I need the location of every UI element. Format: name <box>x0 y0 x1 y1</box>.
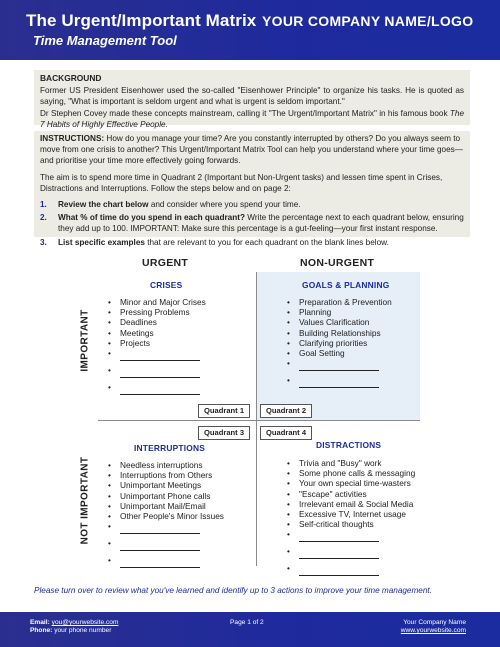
step-text: that are relevant to you for each quadrant on the blank lines below. <box>144 237 389 247</box>
instructions-panel <box>34 131 470 247</box>
step-item <box>40 199 464 210</box>
blank-line-item[interactable] <box>287 358 392 375</box>
instructions-aim: The aim is to spend more time in Quadrant 2 (Important but Non-Urgent tasks) and lessen time spent in Crises, Distractions and Interruptions. Follow the steps below and on page 2: <box>40 172 443 193</box>
book-title: The 7 Habits of Highly Effective People. <box>40 108 464 129</box>
quadrant-2-heading: GOALS & PLANNING <box>302 280 390 290</box>
quadrant-3-list <box>108 460 224 572</box>
background-paragraph-1: Former US President Eisenhower used the so-called "Eisenhower Principle" to organize his tasks. He is quoted as saying, "What is important is seldom urgent and what is urgent is seldom important." <box>40 86 464 107</box>
quadrant-3-box[interactable]: Quadrant 3 <box>198 426 250 440</box>
blank-line-item[interactable] <box>108 382 206 399</box>
email-label: Email: <box>30 619 50 626</box>
quadrant-2-list <box>287 297 392 392</box>
blank-line-item[interactable] <box>287 563 415 580</box>
background-heading: BACKGROUND <box>40 73 102 83</box>
step-bold: List specific examples <box>58 237 145 247</box>
list-item: • Your own special time-wasters <box>287 478 415 488</box>
list-item: • Meetings <box>108 328 206 338</box>
matrix-horizontal-divider <box>98 420 420 421</box>
quadrant-2-box[interactable]: Quadrant 2 <box>260 404 312 418</box>
step-item <box>40 212 464 234</box>
company-logo-text: YOUR COMPANY NAME/LOGO <box>262 13 474 29</box>
phone-label: Phone: <box>30 627 53 634</box>
blank-line-item[interactable] <box>108 348 206 365</box>
footer-company-name: Your Company Name <box>403 619 466 626</box>
list-item: • Building Relationships <box>287 328 392 338</box>
step-number: 1. <box>40 200 47 210</box>
step-bold: Review the chart below <box>58 200 149 210</box>
footer-email-row <box>30 619 118 627</box>
instructions-text: How do you manage your time? Are you constantly interrupted by others? Do you always seem to move from one crisis to another? This Urgent/Important Matrix Tool can help you understand where your time goes—and prioritise your time more effectively going forwards. <box>40 134 463 166</box>
list-item: • Unimportant Mail/Email <box>108 501 224 511</box>
footer-company <box>401 619 466 635</box>
blank-line-item[interactable] <box>287 546 415 563</box>
blank-line-item[interactable] <box>108 538 224 555</box>
footer-phone-row <box>30 627 118 635</box>
list-item: • Irrelevant email & Social Media <box>287 499 415 509</box>
step-bold: What % of time do you spend in each quadrant? <box>58 213 245 223</box>
blank-line-item[interactable] <box>287 375 392 392</box>
step-text: and consider where you spend your time. <box>148 200 301 210</box>
page-number: Page 1 of 2 <box>230 619 264 626</box>
list-item: • Planning <box>287 307 392 317</box>
list-item: • Values Clarification <box>287 317 392 327</box>
quadrant-1-list <box>108 297 206 399</box>
row-label-not-important: NOT IMPORTANT <box>79 456 91 545</box>
blank-line-item[interactable] <box>108 365 206 382</box>
page-title: The Urgent/Important Matrix <box>26 11 257 30</box>
list-item: • Clarifying priorities <box>287 338 392 348</box>
instructions-label: INSTRUCTIONS: <box>40 134 105 143</box>
list-item: • Interruptions from Others <box>108 470 224 480</box>
list-item: • Unimportant Phone calls <box>108 491 224 501</box>
footnote: Please turn over to review what you've learned and identify up to 3 actions to improve your time management. <box>34 586 432 595</box>
row-label-important: IMPORTANT <box>79 309 91 372</box>
list-item: • Minor and Major Crises <box>108 297 206 307</box>
page-subtitle: Time Management Tool <box>33 33 177 48</box>
quadrant-1-heading: CRISES <box>150 280 183 290</box>
matrix-vertical-divider <box>256 272 257 566</box>
footer-contact <box>30 619 118 635</box>
header-banner <box>0 0 500 60</box>
column-header-non-urgent: NON-URGENT <box>300 257 375 269</box>
list-item: • Goal Setting <box>287 348 392 358</box>
quadrant-3-heading: INTERRUPTIONS <box>134 443 205 453</box>
background-paragraph-2 <box>40 108 464 130</box>
blank-line-item[interactable] <box>108 521 224 538</box>
instructions-intro <box>40 133 464 167</box>
quadrant-1-box[interactable]: Quadrant 1 <box>198 404 250 418</box>
list-item: • Deadlines <box>108 317 206 327</box>
instruction-steps <box>40 199 464 248</box>
list-item: • Projects <box>108 338 206 348</box>
quadrant-4-list <box>287 458 415 580</box>
list-item: • Excessive TV, Internet usage <box>287 509 415 519</box>
phone-number: your phone number <box>54 627 112 634</box>
email-link[interactable]: you@yourwebsite.com <box>51 619 119 626</box>
list-item: • Unimportant Meetings <box>108 480 224 490</box>
website-link[interactable]: www.yourwebsite.com <box>400 627 466 634</box>
step-number: 2. <box>40 213 47 223</box>
list-item: • Needless interruptions <box>108 460 224 470</box>
list-item: • Some phone calls & messaging <box>287 468 415 478</box>
list-item: • Self-critical thoughts <box>287 519 415 529</box>
list-item: • Pressing Problems <box>108 307 206 317</box>
quadrant-4-box[interactable]: Quadrant 4 <box>260 426 312 440</box>
step-item <box>40 237 464 248</box>
blank-line-item[interactable] <box>287 529 415 546</box>
step-text: Write the percentage next to each quadrant below, ensuring they add up to 100. IMPORTANT: Make sure this percentage is a gut-feeling—your first instant response. <box>58 213 464 234</box>
list-item: • Trivia and "Busy" work <box>287 458 415 468</box>
list-item: • Other People's Minor Issues <box>108 511 224 521</box>
quadrant-4-heading: DISTRACTIONS <box>316 440 382 450</box>
step-number: 3. <box>40 237 47 247</box>
column-header-urgent: URGENT <box>142 257 189 269</box>
list-item: • "Escape" activities <box>287 489 415 499</box>
background-paragraph-2-text: Dr Stephen Covey made these concepts mainstream, calling it "The Urgent/Important Matrix" in his famous book <box>40 108 450 118</box>
background-panel <box>34 70 470 129</box>
footer-banner <box>0 612 500 647</box>
list-item: • Preparation & Prevention <box>287 297 392 307</box>
blank-line-item[interactable] <box>108 555 224 572</box>
